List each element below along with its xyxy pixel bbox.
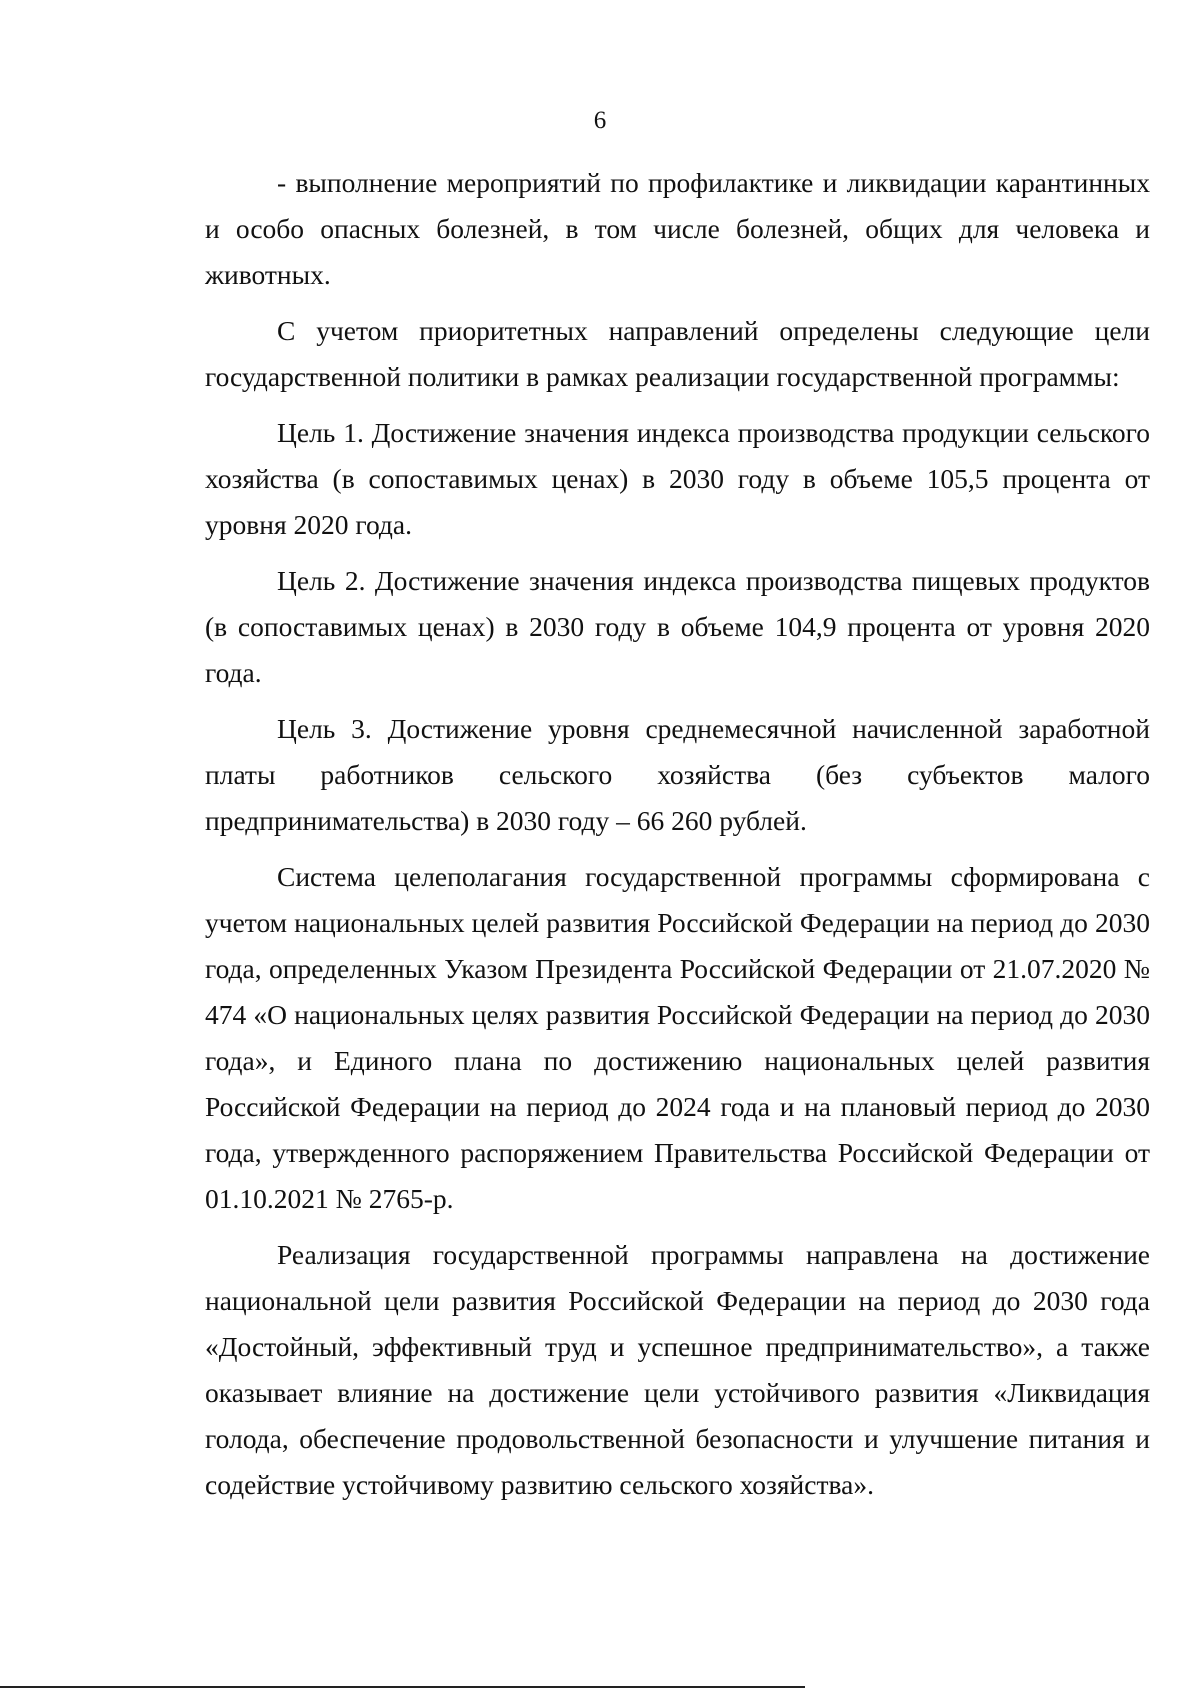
paragraph-goal-2: Цель 2. Достижение значения индекса производства пищевых продуктов (в сопоставимых ценах) в 2030 году в объеме 104,9 процента от уровня 2020 года. — [205, 565, 1150, 688]
paragraph-program-implementation: Реализация государственной программы направлена на достижение национальной цели развития Российской Федерации на период до 2030 года «Достойный, эффективный труд и успешное предпринимательство», а также оказывает влияние на достижение цели устойчивого развития «Ликвидация голода, обеспечение продовольственной безопасности и улучшение питания и содействие устойчивому развитию сельского хозяйства». — [205, 1239, 1150, 1500]
paragraph-goal-3: Цель 3. Достижение уровня среднемесячной начисленной заработной платы работников сельского хозяйства (без субъектов малого предпринимательства) в 2030 году – 66 260 рублей. — [205, 713, 1150, 836]
paragraph-goal-system: Система целеполагания государственной программы сформирована с учетом национальных целей развития Российской Федерации на период до 2030 года, определенных Указом Президента Российской Федерации от 21.07.2020 № 474 «О национальных целях развития Российской Федерации на период до 2030 года», и Единого плана по достижению национальных целей развития Российской Федерации на период до 2024 года и на плановый период до 2030 года, утвержденного распоряжением Правительства Российской Федерации от 01.10.2021 № 2765-р. — [205, 861, 1150, 1214]
paragraph-goal-1: Цель 1. Достижение значения индекса производства продукции сельского хозяйства (в сопоставимых ценах) в 2030 году в объеме 105,5 процента от уровня 2020 года. — [205, 417, 1150, 540]
page-number: 6 — [593, 107, 607, 134]
paragraph-goals-intro: С учетом приоритетных направлений определены следующие цели государственной политики в рамках реализации государственной программы: — [205, 315, 1150, 392]
document-body — [205, 160, 1150, 1508]
footer-rule — [0, 1686, 805, 1688]
paragraph-measures-list-item: - выполнение мероприятий по профилактике и ликвидации карантинных и особо опасных болезней, в том числе болезней, общих для человека и животных. — [205, 167, 1150, 290]
